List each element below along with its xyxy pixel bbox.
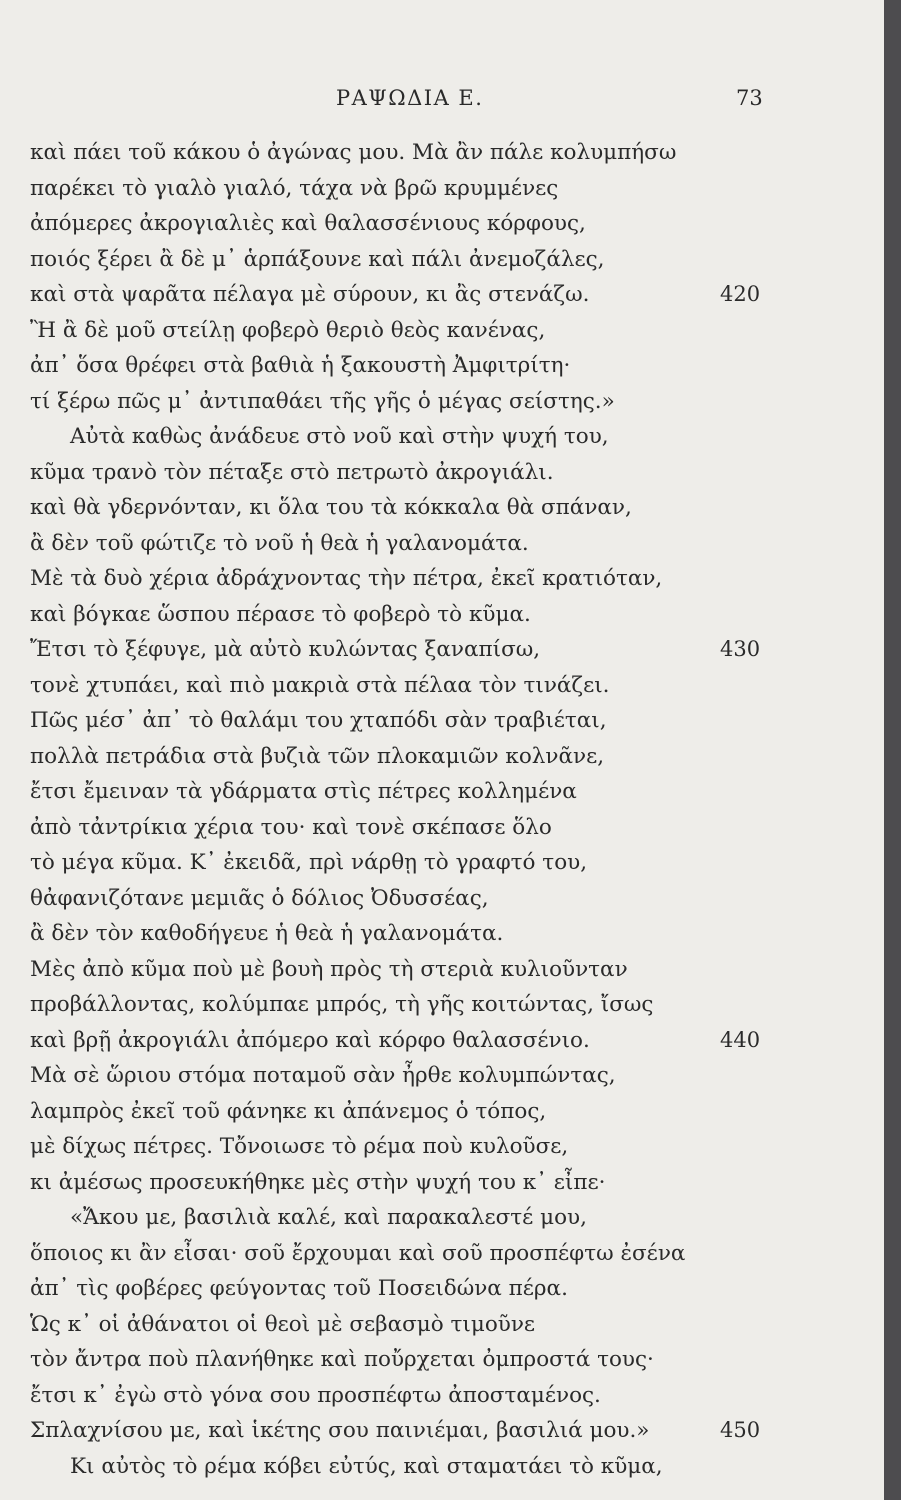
verse-line <box>30 1342 770 1378</box>
verse-line <box>30 881 770 917</box>
verse-line <box>30 1413 770 1449</box>
verse-text: ἂ δὲν τοῦ φώτιζε τὸ νοῦ ἡ θεὰ ἡ γαλανομάτα. <box>30 530 529 556</box>
verse-text: τὸ μέγα κῦμα. Κ᾽ ἐκειδᾶ, πρὶ νάρθῃ τὸ γραφτό του, <box>30 850 588 875</box>
verse-line <box>30 1165 770 1201</box>
verse-text: τονὲ χτυπάει, καὶ πιὸ μακριὰ στὰ πέλαα τὸν τινάζει. <box>30 672 610 698</box>
verse-text: Μὲς ἀπὸ κῦμα ποὺ μὲ βουὴ πρὸς τὴ στεριὰ κυλιοῦνταν <box>30 956 628 982</box>
verse-line <box>30 1236 770 1272</box>
verse-line <box>30 1129 770 1165</box>
verse-line <box>30 490 770 526</box>
verse-text: Ἔτσι τὸ ξέφυγε, μὰ αὐτὸ κυλώντας ξαναπίσω, <box>30 637 541 662</box>
verse-text: Μὲ τὰ δυὸ χέρια ἀδράχνοντας τὴν πέτρα, ἐκεῖ κρατιόταν, <box>30 566 663 591</box>
line-number: 430 <box>720 637 761 661</box>
verse-line <box>30 526 770 562</box>
verse-text: θἀφανιζότανε μεμιᾶς ὁ δόλιος Ὀδυσσέας, <box>30 885 489 911</box>
verse-line <box>30 135 770 171</box>
verse-text: καὶ στὰ ψαρᾶτα πέλαγα μὲ σύρουν, κι ἂς στενάζω. <box>30 282 590 307</box>
verse-line <box>30 987 770 1023</box>
verse-text: κῦμα τρανὸ τὸν πέταξε στὸ πετρωτὸ ἀκρογιάλι. <box>30 459 554 485</box>
verse-text: Ἢ ἂ δὲ μοῦ στείλῃ φοβερὸ θεριὸ θεὸς κανένας, <box>30 317 546 343</box>
verse-text: Σπλαχνίσου με, καὶ ἱκέτης σου παινιέμαι, βασιλιά μου.» <box>30 1418 650 1443</box>
verse-line <box>30 774 770 810</box>
verse-line <box>30 1271 770 1307</box>
verse-text: Πῶς μέσ᾽ ἀπ᾽ τὸ θαλάμι του χταπόδι σὰν τραβιέται, <box>30 708 607 733</box>
verse-line <box>30 242 770 278</box>
verse-line <box>30 597 770 633</box>
verse-text: ἔτσι κ᾽ ἐγὼ στὸ γόνα σου προσπέφτω ἀποσταμένος. <box>30 1382 601 1408</box>
page-edge <box>884 0 901 1500</box>
verse-line <box>30 1058 770 1094</box>
verse-text: Μὰ σὲ ὥριου στόμα ποταμοῦ σὰν ἦρθε κολυμπώντας, <box>30 1063 616 1088</box>
verse-text-block <box>30 135 770 1484</box>
verse-text: ὅποιος κι ἂν εἶσαι· σοῦ ἔρχουμαι καὶ σοῦ προσπέφτω ἐσένα <box>30 1240 686 1266</box>
line-number: 450 <box>720 1418 761 1442</box>
verse-line <box>30 845 770 881</box>
verse-text: Αὐτὰ καθὼς ἀνάδευε στὸ νοῦ καὶ στὴν ψυχή του, <box>70 424 609 449</box>
verse-line <box>30 419 770 455</box>
verse-line <box>30 739 770 775</box>
verse-line <box>30 384 770 420</box>
verse-line <box>30 455 770 491</box>
verse-line <box>30 632 770 668</box>
verse-text: καὶ θὰ γδερνόνταν, κι ὅλα του τὰ κόκκαλα θὰ σπάναν, <box>30 495 632 520</box>
verse-text: ἀπ᾽ ὅσα θρέφει στὰ βαθιὰ ἡ ξακουστὴ Ἀμφιτρίτη· <box>30 353 571 378</box>
verse-line <box>30 916 770 952</box>
verse-text: μὲ δίχως πέτρες. Τὄνοιωσε τὸ ρέμα ποὺ κυλοῦσε, <box>30 1134 569 1159</box>
verse-text: πολλὰ πετράδια στὰ βυζιὰ τῶν πλοκαμιῶν κολνᾶνε, <box>30 743 605 769</box>
verse-text: ποιός ξέρει ἂ δὲ μ᾽ ἁρπάξουνε καὶ πάλι ἀνεμοζάλες, <box>30 246 605 272</box>
verse-text: ἀπ᾽ τὶς φοβέρες φεύγοντας τοῦ Ποσειδώνα πέρα. <box>30 1276 568 1301</box>
page-header <box>0 78 884 118</box>
verse-line <box>30 348 770 384</box>
verse-text: κι ἀμέσως προσευκήθηκε μὲς στὴν ψυχή του κ᾽ εἶπε· <box>30 1169 606 1195</box>
verse-text: Κι αὐτὸς τὸ ρέμα κόβει εὐτύς, καὶ σταματάει τὸ κῦμα, <box>70 1453 663 1479</box>
verse-text: παρέκει τὸ γιαλὸ γιαλό, τάχα νὰ βρῶ κρυμμένες <box>30 175 559 201</box>
verse-line <box>30 1023 770 1059</box>
verse-text: ἔτσι ἔμειναν τὰ γδάρματα στὶς πέτρες κολλημένα <box>30 779 577 804</box>
verse-text: προβάλλοντας, κολύμπαε μπρός, τὴ γῆς κοιτώντας, ἴσως <box>30 992 654 1017</box>
verse-line <box>30 561 770 597</box>
verse-line <box>30 1307 770 1343</box>
page-number: 73 <box>736 86 763 110</box>
verse-line <box>30 703 770 739</box>
verse-text: καὶ βόγκαε ὥσπου πέρασε τὸ φοβερὸ τὸ κῦμα. <box>30 601 531 627</box>
verse-line <box>30 1094 770 1130</box>
verse-line <box>30 206 770 242</box>
verse-text: λαμπρὸς ἐκεῖ τοῦ φάνηκε κι ἀπάνεμος ὁ τόπος, <box>30 1098 547 1124</box>
verse-line <box>30 1449 770 1485</box>
verse-text: ἀπὸ τἀντρίκια χέρια του· καὶ τονὲ σκέπασε ὅλο <box>30 814 552 840</box>
verse-line <box>30 952 770 988</box>
verse-line <box>30 668 770 704</box>
verse-text: «Ἄκου με, βασιλιὰ καλέ, καὶ παρακαλεστέ μου, <box>70 1205 587 1230</box>
verse-line <box>30 810 770 846</box>
verse-text: Ὡς κ᾽ οἱ ἀθάνατοι οἱ θεοὶ μὲ σεβασμὸ τιμοῦνε <box>30 1311 536 1337</box>
verse-line <box>30 1378 770 1414</box>
verse-line <box>30 313 770 349</box>
verse-text: ἂ δὲν τὸν καθοδήγευε ἡ θεὰ ἡ γαλανομάτα. <box>30 921 504 946</box>
line-number: 420 <box>720 282 761 306</box>
verse-line <box>30 1200 770 1236</box>
verse-text: καὶ βρῇ ἀκρογιάλι ἀπόμερο καὶ κόρφο θαλασσένιο. <box>30 1027 590 1053</box>
line-number: 440 <box>720 1027 761 1052</box>
verse-text: καὶ πάει τοῦ κάκου ὁ ἀγώνας μου. Μὰ ἂν πάλε κολυμπήσω <box>30 140 677 165</box>
verse-line <box>30 277 770 313</box>
verse-text: ἀπόμερες ἀκρογιαλιὲς καὶ θαλασσένιους κόρφους, <box>30 211 586 236</box>
verse-line <box>30 171 770 207</box>
running-title: ΡΑΨΩΔΙΑ Ε. <box>336 86 484 110</box>
verse-text: τὸν ἄντρα ποὺ πλανήθηκε καὶ ποὔρχεται ὀμπροστά τους· <box>30 1347 654 1372</box>
verse-text: τί ξέρω πῶς μ᾽ ἀντιπαθάει τῆς γῆς ὁ μέγας σείστης.» <box>30 388 615 414</box>
